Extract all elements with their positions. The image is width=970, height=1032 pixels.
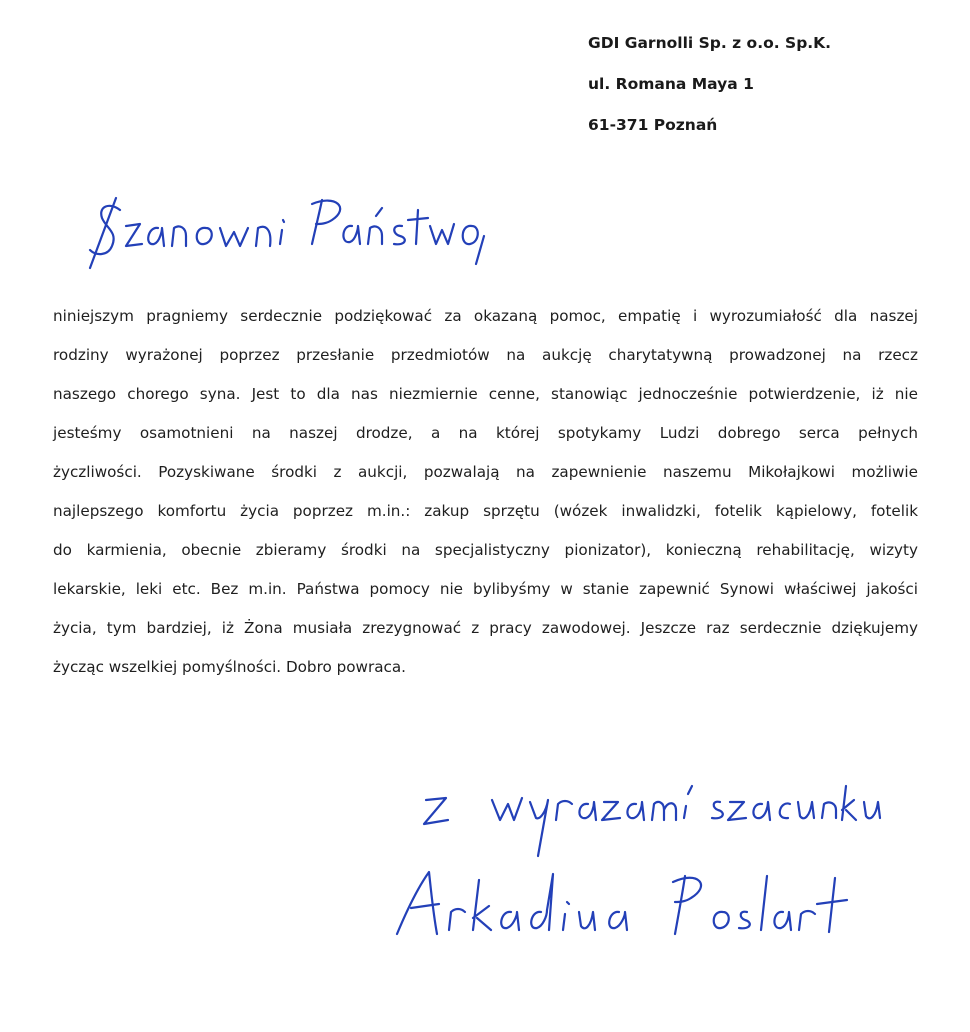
body-line: niniejszym pragniemy serdecznie podziękować za okazaną pomoc, empatię i wyrozumiałość dla naszej bbox=[53, 307, 918, 325]
recipient-company: GDI Garnolli Sp. z o.o. Sp.K. bbox=[588, 34, 832, 52]
salutation-handwriting-image bbox=[80, 180, 500, 280]
body-line: rodziny wyrażonej poprzez przesłanie przedmiotów na aukcję charytatywną prowadzonej na rzecz bbox=[53, 346, 918, 364]
recipient-address bbox=[588, 33, 948, 156]
body-line: lekarskie, leki etc. Bez m.in. Państwa pomocy nie bylibyśmy w stanie zapewnić Synowi właściwej jakości bbox=[53, 580, 918, 598]
body-line: jesteśmy osamotnieni na naszej drodze, a na której spotykamy Ludzi dobrego serca pełnych bbox=[53, 424, 918, 442]
recipient-city: 61-371 Poznań bbox=[588, 116, 718, 134]
signature-image bbox=[385, 850, 865, 960]
body-line: najlepszego komfortu życia poprzez m.in.: zakup sprzętu (wózek inwalidzki, fotelik kąpielowy, fotelik bbox=[53, 502, 918, 520]
body-line: życząc wszelkiej pomyślności. Dobro powraca. bbox=[53, 658, 406, 676]
body-line: życzliwości. Pozyskiwane środki z aukcji, pozwalają na zapewnienie naszemu Mikołajkowi możliwie bbox=[53, 463, 918, 481]
recipient-street: ul. Romana Maya 1 bbox=[588, 75, 754, 93]
body-line: naszego chorego syna. Jest to dla nas niezmiernie cenne, stanowiąc jednocześnie potwierdzenie, iż nie bbox=[53, 385, 918, 403]
signature bbox=[385, 850, 865, 960]
handwritten-salutation bbox=[80, 180, 500, 280]
letter-body bbox=[53, 297, 918, 687]
body-line: życia, tym bardziej, iż Żona musiała zrezygnować z pracy zawodowej. Jeszcze raz serdecznie dziękujemy bbox=[53, 619, 918, 637]
body-line: do karmienia, obecnie zbieramy środki na specjalistyczny pionizator), konieczną rehabilitację, wizyty bbox=[53, 541, 918, 559]
